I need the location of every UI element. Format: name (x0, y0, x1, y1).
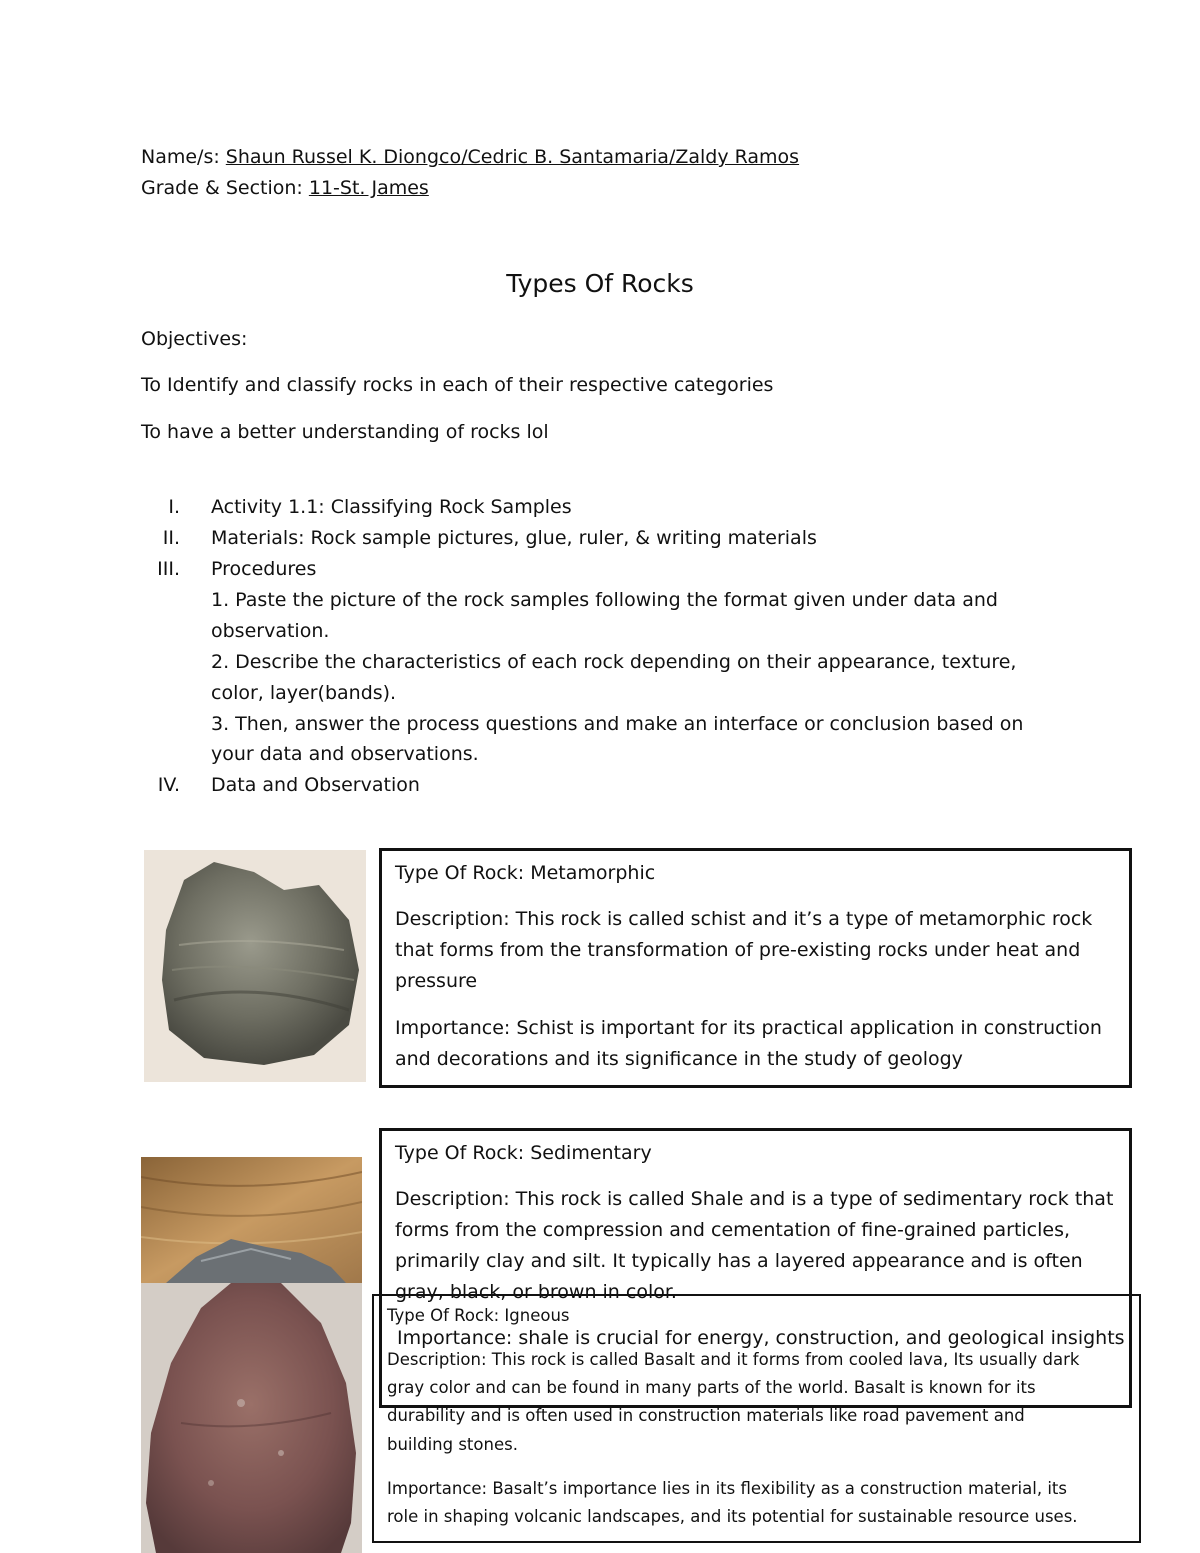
procedure-line: your data and observations. (211, 743, 479, 765)
outline-numeral: II. (162, 527, 180, 549)
outline-numeral: IV. (157, 774, 180, 796)
rock-type: Type Of Rock: Sedimentary (395, 1142, 652, 1164)
outline-item: Procedures (211, 558, 317, 580)
rock-importance-line: Importance: Basalt’s importance lies in its flexibility as a construction material, its (387, 1479, 1067, 1498)
rock-description-line: Description: This rock is called Basalt and it forms from cooled lava, Its usually dark (387, 1350, 1080, 1369)
objectives-label: Objectives: (141, 328, 248, 350)
rock-importance-line: Importance: shale is crucial for energy, construction, and geological insights (397, 1327, 1125, 1349)
grade-label: Grade & Section: (141, 177, 309, 199)
rock-importance-line: Importance: Schist is important for its practical application in construction (395, 1017, 1102, 1039)
grade-value: 11-St. James (308, 177, 429, 199)
outline-item: Activity 1.1: Classifying Rock Samples (211, 496, 572, 518)
rock-description-line: Description: This rock is called Shale and is a type of sedimentary rock that (395, 1188, 1114, 1210)
outline-numeral: III. (157, 558, 180, 580)
rock-description-line: forms from the compression and cementation of fine-grained particles, (395, 1219, 1071, 1241)
rock-description-line: primarily clay and silt. It typically has a layered appearance and is often (395, 1250, 1083, 1272)
objective-item: To have a better understanding of rocks lol (141, 421, 549, 443)
names-value: Shaun Russel K. Diongco/Cedric B. Santamaria/Zaldy Ramos (225, 146, 800, 168)
shale-photo (141, 1157, 362, 1283)
procedure-line: observation. (211, 620, 330, 642)
rock-description-line: durability and is often used in construction materials like road pavement and (387, 1406, 1025, 1425)
rock-description-line: gray, black, or brown in color. (395, 1281, 677, 1303)
rock-description-line: Description: This rock is called schist and it’s a type of metamorphic rock (395, 908, 1093, 930)
outline-numeral: I. (168, 496, 180, 518)
rock-type: Type Of Rock: Metamorphic (395, 862, 656, 884)
grade-line (141, 176, 429, 200)
procedure-line: 1. Paste the picture of the rock samples following the format given under data and (211, 589, 998, 611)
rock-description-line: building stones. (387, 1435, 518, 1454)
basalt-photo (141, 1283, 362, 1553)
outline-item: Materials: Rock sample pictures, glue, ruler, & writing materials (211, 527, 817, 549)
procedure-line: 2. Describe the characteristics of each rock depending on their appearance, texture, (211, 651, 1017, 673)
rock-description-line: that forms from the transformation of pre-existing rocks under heat and (395, 939, 1081, 961)
outline-item: Data and Observation (211, 774, 420, 796)
objective-item: To Identify and classify rocks in each of their respective categories (141, 374, 774, 396)
procedure-line: 3. Then, answer the process questions and make an interface or conclusion based on (211, 713, 1024, 735)
names-label: Name/s: (141, 146, 226, 168)
page-title: Types Of Rocks (506, 269, 694, 298)
schist-photo (144, 850, 366, 1082)
names-line (141, 145, 799, 169)
rock-description-line: pressure (395, 970, 478, 992)
rock-importance-line: role in shaping volcanic landscapes, and its potential for sustainable resource uses. (387, 1507, 1078, 1526)
procedure-line: color, layer(bands). (211, 682, 397, 704)
rock-importance-line: and decorations and its significance in the study of geology (395, 1048, 963, 1070)
rock-description-line: gray color and can be found in many parts of the world. Basalt is known for its (387, 1378, 1036, 1397)
rock-type: Type Of Rock: Igneous (387, 1306, 570, 1325)
